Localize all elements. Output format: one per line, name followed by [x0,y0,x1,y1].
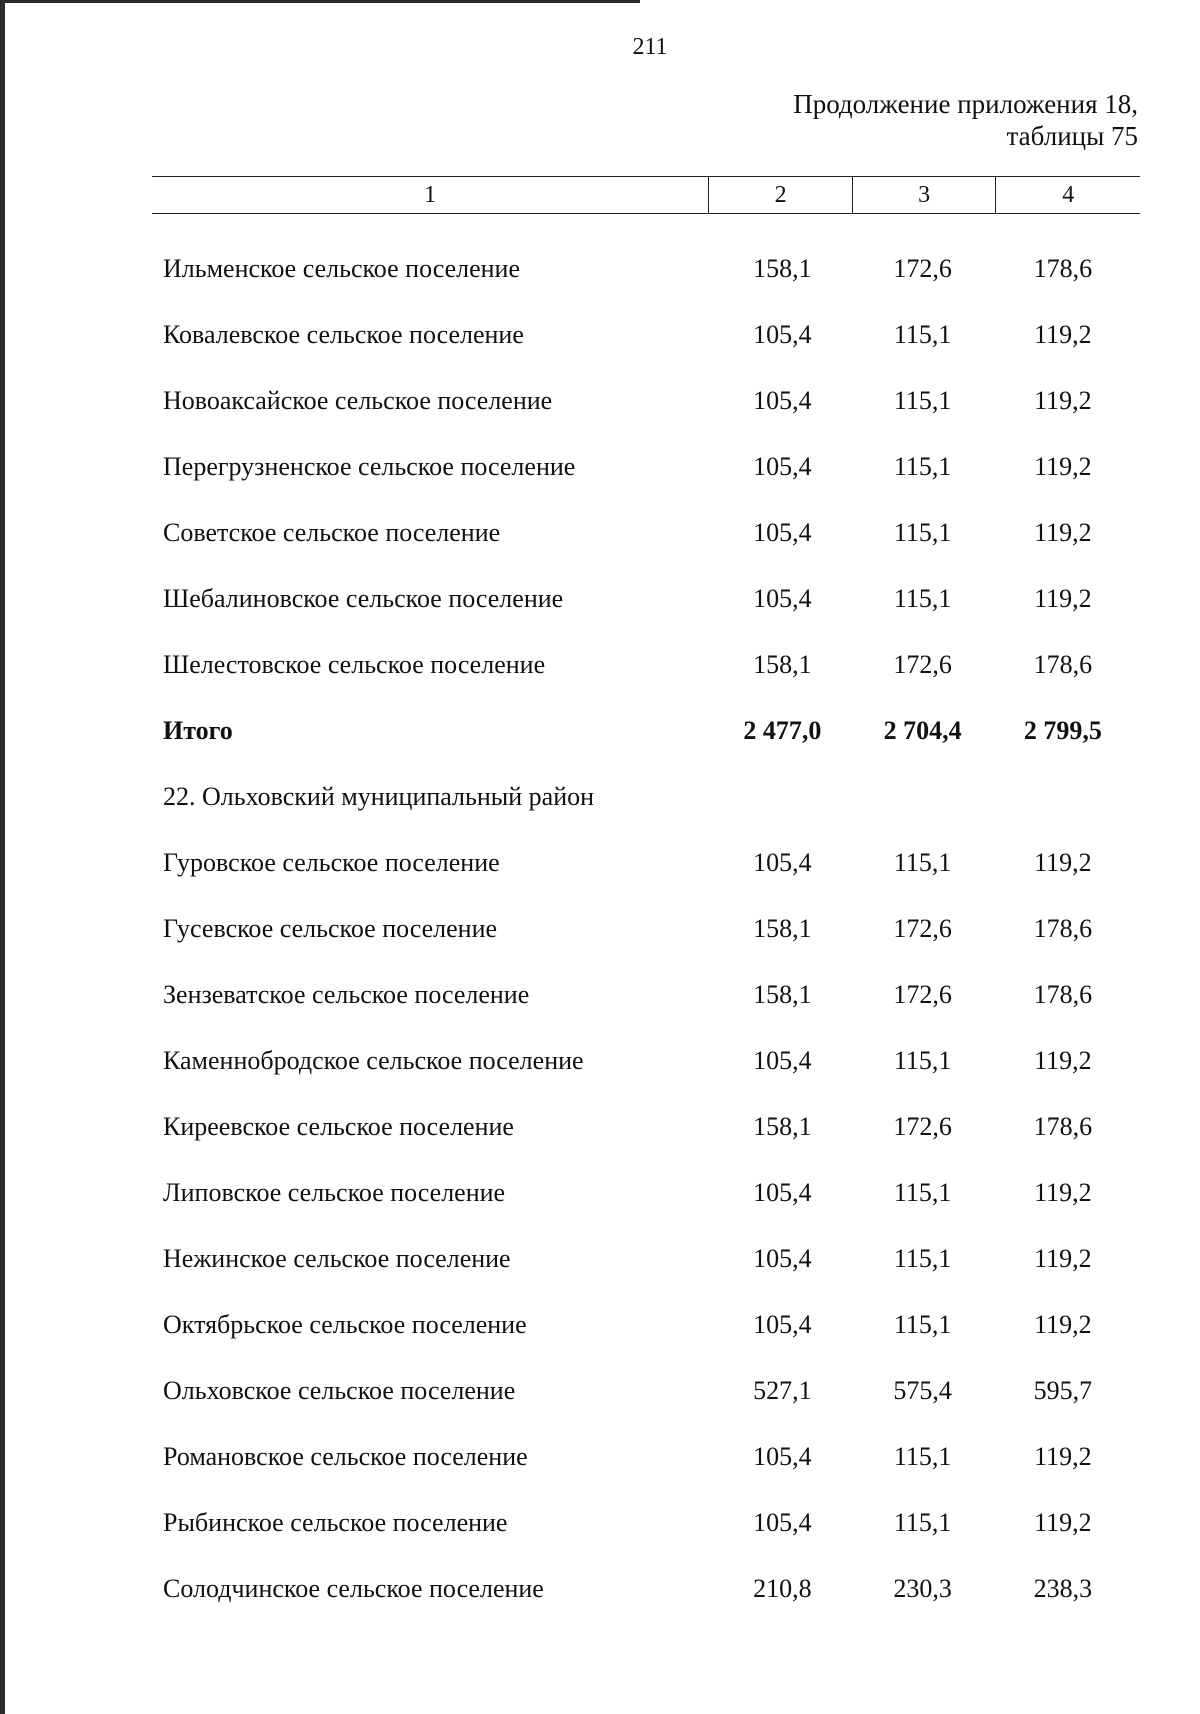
header-col-2: 2 [708,177,852,213]
row-name: Липовское сельское поселение [163,1178,506,1207]
row-value-col-4: 119,2 [1034,584,1092,613]
row-value-col-3: 115,1 [893,1178,952,1207]
table-row [163,896,1133,962]
row-name: Ольховское сельское поселение [163,1376,516,1405]
row-name: Каменнобродское сельское поселение [163,1046,584,1075]
row-value-col-4: 119,2 [1034,1310,1092,1339]
row-value-col-3: 172,6 [893,1112,952,1141]
row-value-col-2: 105,4 [753,320,812,349]
row-value-col-4: 119,2 [1034,452,1092,481]
row-value-col-4: 178,6 [1033,914,1093,943]
table-row [163,962,1133,1028]
scan-edge-left [0,0,5,1714]
row-value-col-2: 105,4 [753,848,812,877]
row-name: Шебалиновское сельское поселение [163,584,564,613]
table-body [163,236,1133,1622]
row-name: Нежинское сельское поселение [163,1244,511,1273]
row-value-col-2: 105,4 [753,386,812,415]
row-name: Ильменское сельское поселение [163,254,521,283]
row-name: Советское сельское поселение [163,518,501,547]
row-name: Романовское сельское поселение [163,1442,528,1471]
continuation-note [793,88,1138,152]
row-value-col-3: 115,1 [893,1310,952,1339]
row-value-col-4: 119,2 [1034,320,1092,349]
table-row [163,566,1133,632]
row-value-col-2: 105,4 [753,1442,812,1471]
row-value-col-3: 172,6 [893,914,952,943]
row-value-col-2: 105,4 [753,518,812,547]
row-name: Октябрьское сельское поселение [163,1310,527,1339]
row-value-col-3: 172,6 [893,980,952,1009]
scan-edge-top [0,0,640,3]
row-value-col-2: 527,1 [753,1376,812,1405]
table-header [152,176,1140,214]
table-row [163,434,1133,500]
row-value-col-4: 178,6 [1033,650,1093,679]
row-name: Гусевское сельское поселение [163,914,498,943]
row-name: Новоаксайское сельское поселение [163,386,553,415]
table-row [163,1424,1133,1490]
row-value-col-4: 119,2 [1034,1178,1092,1207]
row-value-col-3: 230,3 [893,1574,952,1603]
row-value-col-3: 575,4 [893,1376,952,1405]
row-value-col-3: 115,1 [893,1508,952,1537]
row-value-col-3: 172,6 [893,650,952,679]
row-name: Зензеватское сельское поселение [163,980,530,1009]
row-value-col-3: 115,1 [893,848,952,877]
continuation-line-1: Продолжение приложения 18, [793,89,1138,119]
row-value-col-2: 210,8 [753,1574,812,1603]
row-value-col-3: 115,1 [893,518,952,547]
table-row [163,302,1133,368]
table-row [163,1160,1133,1226]
row-value-col-4: 178,6 [1033,1112,1093,1141]
row-value-col-3: 115,1 [893,584,952,613]
total-value-col-2: 2 477,0 [743,716,822,745]
row-name: Рыбинское сельское поселение [163,1508,508,1537]
section-heading-row [163,764,1133,830]
row-name: Киреевское сельское поселение [163,1112,514,1141]
table-row [163,1292,1133,1358]
row-value-col-2: 158,1 [753,914,812,943]
table-row [163,1490,1133,1556]
table-row [163,830,1133,896]
row-value-col-3: 115,1 [893,1046,952,1075]
table-row [163,236,1133,302]
row-value-col-4: 119,2 [1034,1244,1092,1273]
row-value-col-3: 115,1 [893,1442,952,1471]
row-value-col-2: 105,4 [753,1046,812,1075]
row-value-col-4: 119,2 [1034,1508,1092,1537]
row-value-col-2: 105,4 [753,1244,812,1273]
page-number: 211 [632,34,668,60]
total-value-col-4: 2 799,5 [1023,716,1102,745]
row-name: Перегрузненское сельское поселение [163,452,576,481]
row-value-col-2: 105,4 [753,1178,812,1207]
table-row [163,1226,1133,1292]
row-value-col-2: 158,1 [753,980,812,1009]
row-name: Солодчинское сельское поселение [163,1574,544,1603]
total-label: Итого [163,716,233,745]
row-value-col-4: 178,6 [1033,980,1093,1009]
row-value-col-2: 105,4 [753,1508,812,1537]
table-row [163,368,1133,434]
row-value-col-4: 119,2 [1034,1046,1092,1075]
header-col-3: 3 [852,177,996,213]
row-name: Ковалевское сельское поселение [163,320,524,349]
table-row [163,1094,1133,1160]
row-value-col-4: 238,3 [1033,1574,1093,1603]
table-row [163,1358,1133,1424]
row-value-col-4: 595,7 [1033,1376,1093,1405]
row-value-col-4: 119,2 [1034,386,1092,415]
header-col-1: 1 [424,181,437,208]
row-value-col-3: 115,1 [893,320,952,349]
section-heading: 22. Ольховский муниципальный район [163,782,595,811]
continuation-line-2: таблицы 75 [1006,121,1138,151]
row-value-col-2: 158,1 [753,650,812,679]
table-row [163,1028,1133,1094]
row-name: Шелестовское сельское поселение [163,650,546,679]
row-value-col-3: 115,1 [893,386,952,415]
row-value-col-2: 105,4 [753,584,812,613]
row-value-col-3: 172,6 [893,254,952,283]
table-row [163,500,1133,566]
row-value-col-3: 115,1 [893,452,952,481]
row-value-col-2: 105,4 [753,452,812,481]
total-row [163,698,1133,764]
row-value-col-4: 178,6 [1033,254,1093,283]
header-col-4: 4 [995,177,1140,213]
row-value-col-3: 115,1 [893,1244,952,1273]
row-value-col-2: 158,1 [753,254,812,283]
row-value-col-4: 119,2 [1034,1442,1092,1471]
row-value-col-2: 105,4 [753,1310,812,1339]
row-value-col-2: 158,1 [753,1112,812,1141]
total-value-col-3: 2 704,4 [883,716,962,745]
row-name: Гуровское сельское поселение [163,848,500,877]
table-row [163,1556,1133,1622]
table-row [163,632,1133,698]
row-value-col-4: 119,2 [1034,518,1092,547]
row-value-col-4: 119,2 [1034,848,1092,877]
